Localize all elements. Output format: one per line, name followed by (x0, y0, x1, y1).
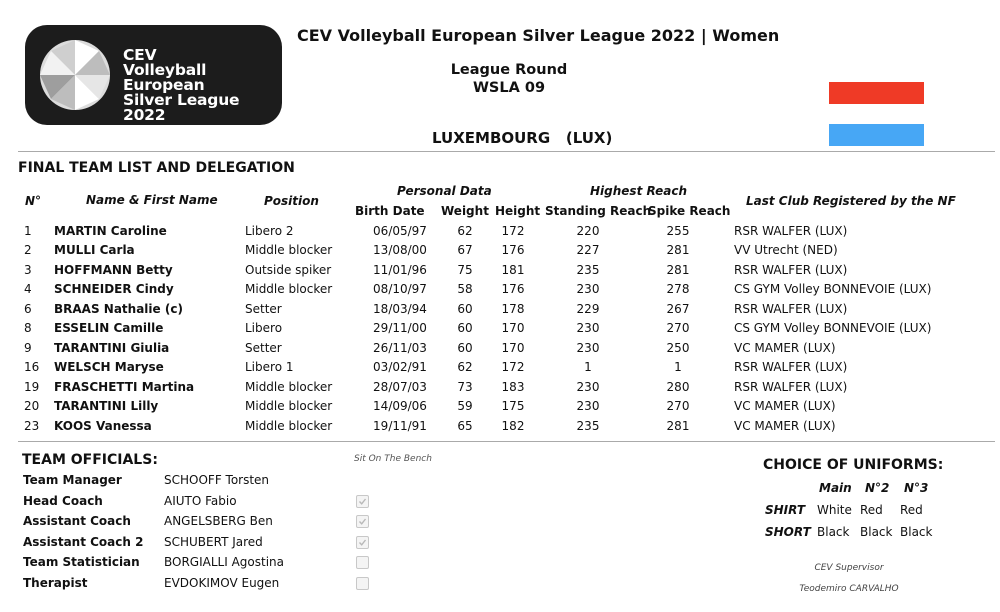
player-height: 176 (501, 243, 525, 258)
player-spike-reach: 280 (666, 379, 690, 394)
player-spike-reach: 267 (666, 301, 690, 316)
col-header-position: Position (264, 194, 319, 208)
player-weight: 62 (457, 360, 473, 375)
player-height: 172 (501, 360, 525, 375)
player-last-club: RSR WALFER (LUX) (734, 223, 848, 238)
shirt-2: Red (860, 503, 883, 517)
player-standing-reach: 230 (576, 282, 600, 297)
player-number: 16 (24, 360, 40, 375)
player-standing-reach: 220 (576, 223, 600, 238)
volleyball-emblem-icon (39, 39, 111, 111)
player-position: Libero (245, 321, 283, 336)
player-standing-reach: 227 (576, 243, 600, 258)
player-spike-reach: 281 (666, 418, 690, 433)
player-weight: 60 (457, 301, 473, 316)
table-row (18, 260, 931, 280)
round-label: League Round (450, 62, 568, 78)
uniform-col-main: Main (819, 481, 852, 495)
player-last-club: CS GYM Volley BONNEVOIE (LUX) (734, 321, 932, 336)
player-spike-reach: 281 (666, 262, 690, 277)
official-name: SCHOOFF Torsten (164, 473, 270, 487)
table-row (18, 416, 931, 436)
col-header-height: Height (495, 204, 541, 218)
player-height: 176 (501, 282, 525, 297)
col-header-name: Name & First Name (86, 193, 218, 207)
uniforms-title: CHOICE OF UNIFORMS: (763, 457, 944, 473)
player-position: Middle blocker (245, 418, 333, 433)
col-header-personal-data: Personal Data (397, 184, 492, 198)
player-name: SCHNEIDER Cindy (54, 282, 174, 297)
page-title: CEV Volleyball European Silver League 2022 | Women (297, 26, 780, 45)
col-header-weight: Weight (441, 204, 489, 218)
player-last-club: CS GYM Volley BONNEVOIE (LUX) (734, 282, 932, 297)
short-2: Black (860, 525, 893, 539)
player-number: 19 (24, 379, 40, 394)
player-name: KOOS Vanessa (54, 418, 152, 433)
player-birth-date: 18/03/94 (373, 301, 427, 316)
player-standing-reach: 235 (576, 418, 600, 433)
player-birth-date: 11/01/96 (373, 262, 427, 277)
table-row (18, 221, 931, 241)
match-code: WSLA 09 (472, 80, 546, 96)
player-standing-reach: 235 (576, 262, 600, 277)
player-name: TARANTINI Lilly (54, 399, 159, 414)
player-birth-date: 13/08/00 (373, 243, 427, 258)
table-row (18, 241, 931, 261)
shirt-label: SHIRT (765, 503, 806, 517)
player-standing-reach: 230 (576, 340, 600, 355)
player-weight: 60 (457, 340, 473, 355)
bench-checkbox[interactable] (356, 536, 369, 549)
check-icon (358, 497, 367, 506)
player-name: MULLI Carla (54, 243, 135, 258)
player-standing-reach: 230 (576, 321, 600, 336)
bench-checkbox[interactable] (356, 556, 369, 569)
player-number: 8 (24, 321, 32, 336)
shirt-3: Red (900, 503, 923, 517)
player-spike-reach: 278 (666, 282, 690, 297)
player-name: FRASCHETTI Martina (54, 379, 195, 394)
flag-stripe-blue (829, 124, 924, 146)
player-name: WELSCH Maryse (54, 360, 164, 375)
player-birth-date: 14/09/06 (373, 399, 427, 414)
player-height: 170 (501, 340, 525, 355)
uniform-col-3: N°3 (904, 481, 929, 495)
player-height: 170 (501, 321, 525, 336)
player-spike-reach: 281 (666, 243, 690, 258)
supervisor-label: CEV Supervisor (814, 563, 884, 573)
player-weight: 60 (457, 321, 473, 336)
official-role: Assistant Coach (23, 514, 131, 528)
col-header-birth-date: Birth Date (355, 204, 425, 218)
player-height: 172 (501, 223, 525, 238)
player-name: BRAAS Nathalie (c) (54, 301, 183, 316)
bench-checkbox[interactable] (356, 495, 369, 508)
table-row (18, 358, 931, 378)
player-weight: 62 (457, 223, 473, 238)
official-name: ANGELSBERG Ben (164, 514, 273, 528)
divider (18, 151, 995, 152)
divider (18, 441, 995, 442)
cev-logo (25, 25, 282, 125)
player-position: Middle blocker (245, 379, 333, 394)
player-spike-reach: 250 (666, 340, 690, 355)
bench-checkbox[interactable] (356, 515, 369, 528)
player-name: TARANTINI Giulia (54, 340, 170, 355)
col-header-last-club: Last Club Registered by the NF (746, 194, 956, 208)
player-birth-date: 06/05/97 (373, 223, 427, 238)
official-name: SCHUBERT Jared (164, 534, 263, 549)
player-last-club: VC MAMER (LUX) (734, 399, 836, 414)
officials-section-title: TEAM OFFICIALS: (22, 452, 158, 468)
col-header-no: N° (25, 194, 42, 208)
roster-table (18, 221, 931, 436)
player-weight: 59 (457, 399, 473, 414)
player-standing-reach: 230 (576, 379, 600, 394)
player-last-club: RSR WALFER (LUX) (734, 262, 848, 277)
player-number: 6 (24, 301, 32, 316)
official-role: Assistant Coach 2 (23, 534, 144, 549)
check-icon (358, 517, 367, 526)
table-row (18, 299, 931, 319)
player-position: Middle blocker (245, 282, 333, 297)
uniform-col-2: N°2 (865, 481, 890, 495)
player-weight: 58 (457, 282, 473, 297)
player-weight: 75 (457, 262, 473, 277)
check-icon (358, 538, 367, 547)
short-label: SHORT (765, 525, 811, 539)
player-number: 1 (24, 223, 32, 238)
official-role: Therapist (23, 575, 88, 590)
player-birth-date: 28/07/03 (373, 379, 427, 394)
player-birth-date: 03/02/91 (373, 360, 427, 375)
player-last-club: VC MAMER (LUX) (734, 340, 836, 355)
roster-section-title: FINAL TEAM LIST AND DELEGATION (18, 160, 295, 176)
col-header-spike-reach: Spike Reach (648, 204, 731, 218)
player-last-club: RSR WALFER (LUX) (734, 379, 848, 394)
table-row (18, 338, 931, 358)
player-birth-date: 19/11/91 (373, 418, 427, 433)
team-country: LUXEMBOURG (LUX) (432, 129, 613, 147)
player-weight: 65 (457, 418, 473, 433)
player-name: MARTIN Caroline (54, 223, 167, 238)
player-number: 2 (24, 243, 32, 258)
player-birth-date: 29/11/00 (373, 321, 427, 336)
official-role: Head Coach (23, 493, 103, 508)
col-header-highest-reach: Highest Reach (590, 184, 688, 198)
bench-label: Sit On The Bench (354, 454, 432, 464)
col-header-standing-reach: Standing Reach (545, 204, 652, 218)
player-standing-reach: 229 (576, 301, 600, 316)
player-position: Setter (245, 340, 282, 355)
official-name: EVDOKIMOV Eugen (164, 575, 280, 590)
player-spike-reach: 255 (666, 223, 690, 238)
player-position: Middle blocker (245, 243, 333, 258)
shirt-main: White (817, 503, 852, 517)
logo-text: CEV Volleyball European Silver League 2022 (123, 46, 240, 124)
player-name: ESSELIN Camille (54, 321, 164, 336)
player-spike-reach: 270 (666, 399, 690, 414)
player-position: Outside spiker (245, 262, 332, 277)
player-number: 23 (24, 418, 40, 433)
player-number: 20 (24, 399, 40, 414)
player-weight: 67 (457, 243, 473, 258)
player-last-club: VV Utrecht (NED) (734, 243, 838, 258)
player-position: Setter (245, 301, 282, 316)
player-number: 9 (24, 340, 32, 355)
flag-stripe-red (829, 82, 924, 104)
player-standing-reach: 1 (584, 360, 592, 375)
player-height: 181 (501, 262, 525, 277)
player-last-club: VC MAMER (LUX) (734, 418, 836, 433)
table-row (18, 280, 931, 300)
official-name: AIUTO Fabio (164, 493, 237, 508)
player-position: Middle blocker (245, 399, 333, 414)
player-weight: 73 (457, 379, 473, 394)
official-name: BORGIALLI Agostina (164, 555, 284, 569)
player-number: 4 (24, 282, 32, 297)
player-height: 175 (501, 399, 525, 414)
player-height: 183 (501, 379, 525, 394)
official-role: Team Statistician (23, 555, 140, 569)
short-main: Black (817, 525, 850, 539)
player-height: 182 (501, 418, 525, 433)
player-name: HOFFMANN Betty (54, 262, 173, 277)
bench-checkbox[interactable] (356, 577, 369, 590)
table-row (18, 319, 931, 339)
table-row (18, 397, 931, 417)
supervisor-name: Teodemiro CARVALHO (799, 584, 899, 594)
player-number: 3 (24, 262, 32, 277)
player-last-club: RSR WALFER (LUX) (734, 301, 848, 316)
official-role: Team Manager (23, 473, 122, 487)
table-row (18, 377, 931, 397)
player-birth-date: 08/10/97 (373, 282, 427, 297)
short-3: Black (900, 525, 933, 539)
player-position: Libero 2 (245, 223, 294, 238)
player-spike-reach: 1 (674, 360, 682, 375)
player-height: 178 (501, 301, 525, 316)
player-standing-reach: 230 (576, 399, 600, 414)
player-position: Libero 1 (245, 360, 294, 375)
player-last-club: RSR WALFER (LUX) (734, 360, 848, 375)
player-spike-reach: 270 (666, 321, 690, 336)
player-birth-date: 26/11/03 (373, 340, 427, 355)
